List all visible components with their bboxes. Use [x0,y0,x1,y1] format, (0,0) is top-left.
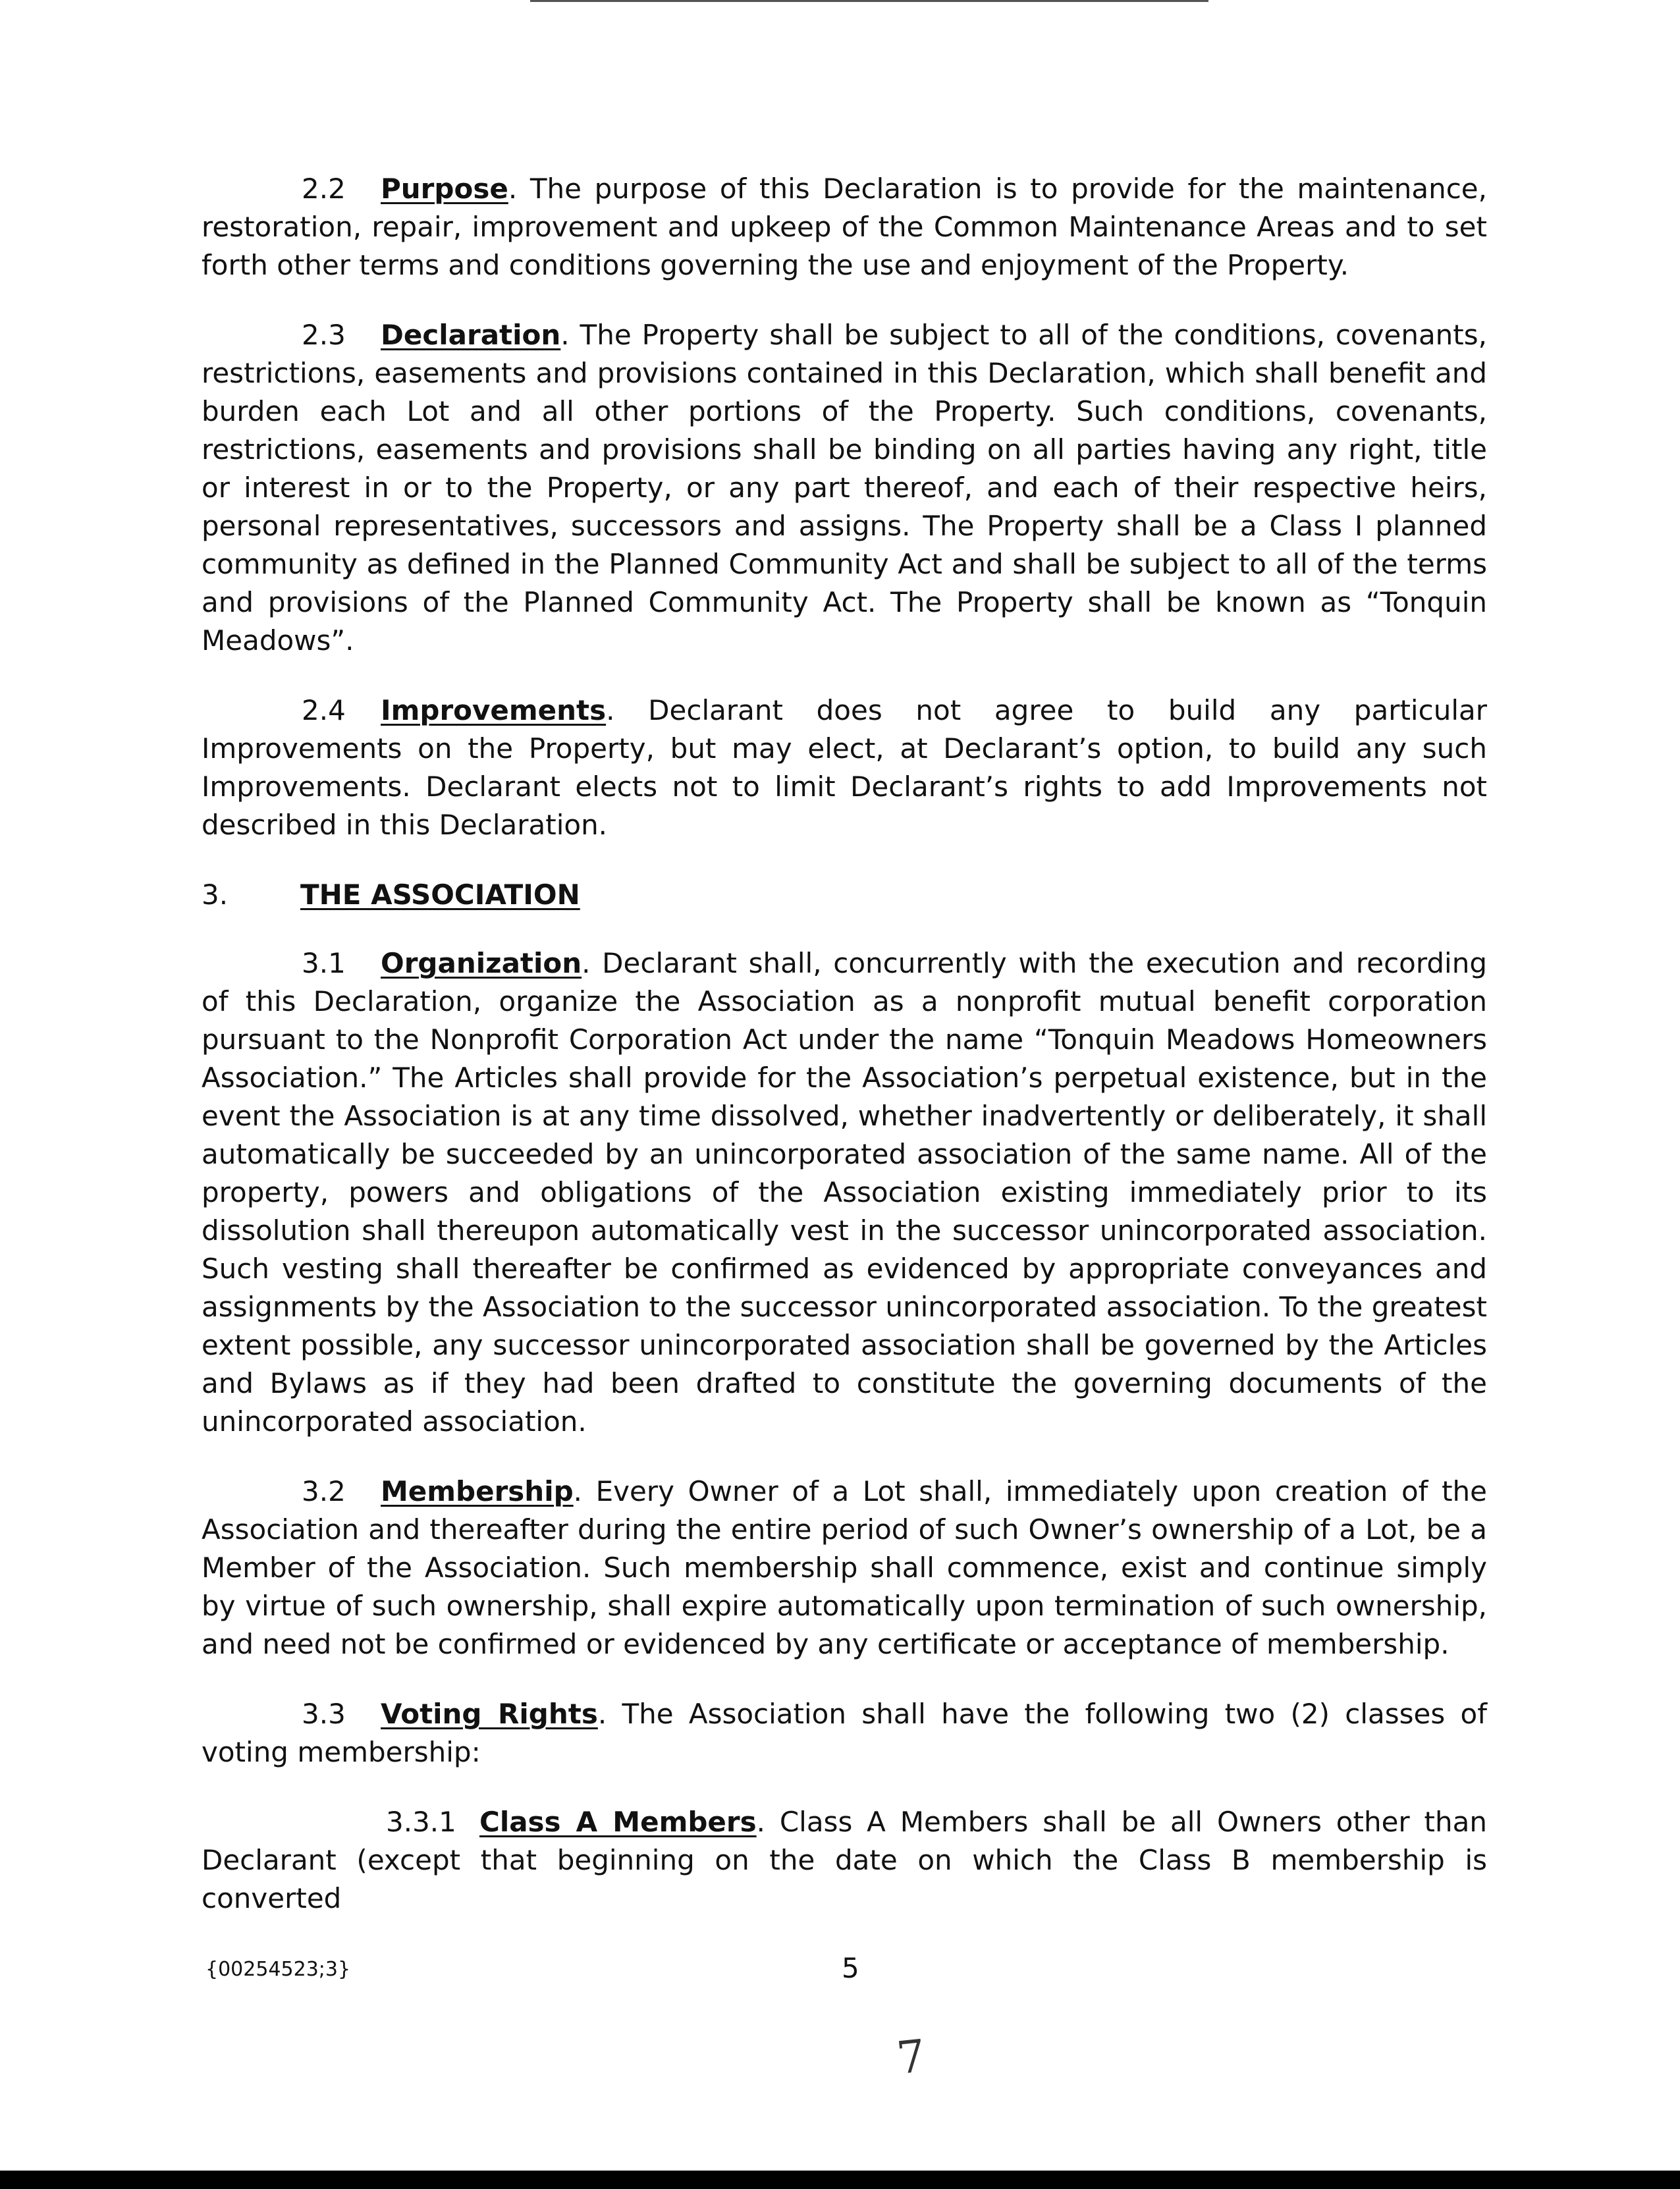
subsection-number: 3.3.1 [386,1806,456,1838]
section-3-3 [202,1695,1487,1771]
section-number: 3.2 [302,1475,346,1507]
section-number: 3.1 [302,947,346,979]
section-3-2 [202,1473,1487,1663]
section-title: Improvements [381,694,607,726]
section-text: . Every Owner of a Lot shall, immediately upon creation of the Association and thereafter during the entire period of such Owner’s ownership of a Lot, be a Member of the Association. Such membership shall commence, exist and continue simply by virtue of such ownership, shall expire automatically upon termination of such ownership, and need not be confirmed or evidenced by any certificate or acceptance of membership. [202,1475,1487,1660]
section-3-1 [202,944,1487,1441]
section-3-3-1 [202,1803,1487,1918]
section-number: 3.3 [302,1698,346,1730]
section-text: . The purpose of this Declaration is to provide for the maintenance, restoration, repair, improvement and upkeep of the Common Maintenance Areas and to set forth other terms and conditions governing the use and enjoyment of the Property. [202,173,1487,281]
section-text: . The Property shall be subject to all of the conditions, covenants, restrictions, easements and provisions contained in this Declaration, which shall benefit and burden each Lot and all other portions of the Property. Such conditions, covenants, restrictions, easements and provisions shall be binding on all parties having any right, title or interest in or to the Property, or any part thereof, and each of their respective heirs, personal representatives, successors and assigns. The Property shall be a Class I planned community as defined in the Planned Community Act and shall be subject to all of the terms and provisions of the Planned Community Act. The Property shall be known as “Tonquin Meadows”. [202,319,1487,657]
section-title: Organization [381,947,582,979]
subsection-title: Class A Members [479,1806,757,1838]
section-title: Voting Rights [381,1698,598,1730]
document-id: {00254523;3} [205,1958,351,1981]
section-title: Declaration [381,319,561,351]
section-title: Membership [381,1475,574,1507]
section-number: 2.2 [302,173,346,205]
page-number: 5 [842,1952,859,1984]
top-rule [530,0,1208,2]
scan-edge-bar [0,2171,1680,2189]
section-2-2 [202,170,1487,284]
article-title: THE ASSOCIATION [300,878,580,911]
subsection-text: . Class A Members shall be all Owners other than Declarant (except that beginning on the date on which the Class B membership is converted [202,1806,1487,1914]
section-text: . Declarant does not agree to build any particular Improvements on the Property, but may elect, at Declarant’s option, to build any such Improvements. Declarant elects not to limit Declarant’s rights to add Improvements not described in this Declaration. [202,694,1487,841]
section-number: 2.3 [302,319,346,351]
section-number: 2.4 [302,694,346,726]
section-text: . Declarant shall, concurrently with the execution and recording of this Declaration, organize the Association as a nonprofit mutual benefit corporation pursuant to the Nonprofit Corporation Act under the name “Tonquin Meadows Homeowners Association.” The Articles shall provide for the Association’s perpetual existence, but in the event the Association is at any time dissolved, whether inadvertently or deliberately, it shall automatically be succeeded by an unincorporated association of the same name. All of the property, powers and obligations of the Association existing immediately prior to its dissolution shall thereupon automatically vest in the successor unincorporated association. Such vesting shall thereafter be confirmed as evidenced by appropriate conveyances and assignments by the Association to the successor unincorporated association. To the greatest extent possible, any successor unincorporated association shall be governed by the Articles and Bylaws as if they had been drafted to constitute the governing documents of the unincorporated association. [202,947,1487,1438]
section-2-3 [202,316,1487,660]
handwritten-page-number: 7 [894,2030,929,2086]
section-2-4 [202,691,1487,844]
article-number: 3. [202,878,229,911]
section-title: Purpose [381,173,508,205]
document-body [202,170,1487,1949]
article-3-heading [202,876,1487,914]
section-text: . The Association shall have the following two (2) classes of voting membership: [202,1698,1487,1768]
